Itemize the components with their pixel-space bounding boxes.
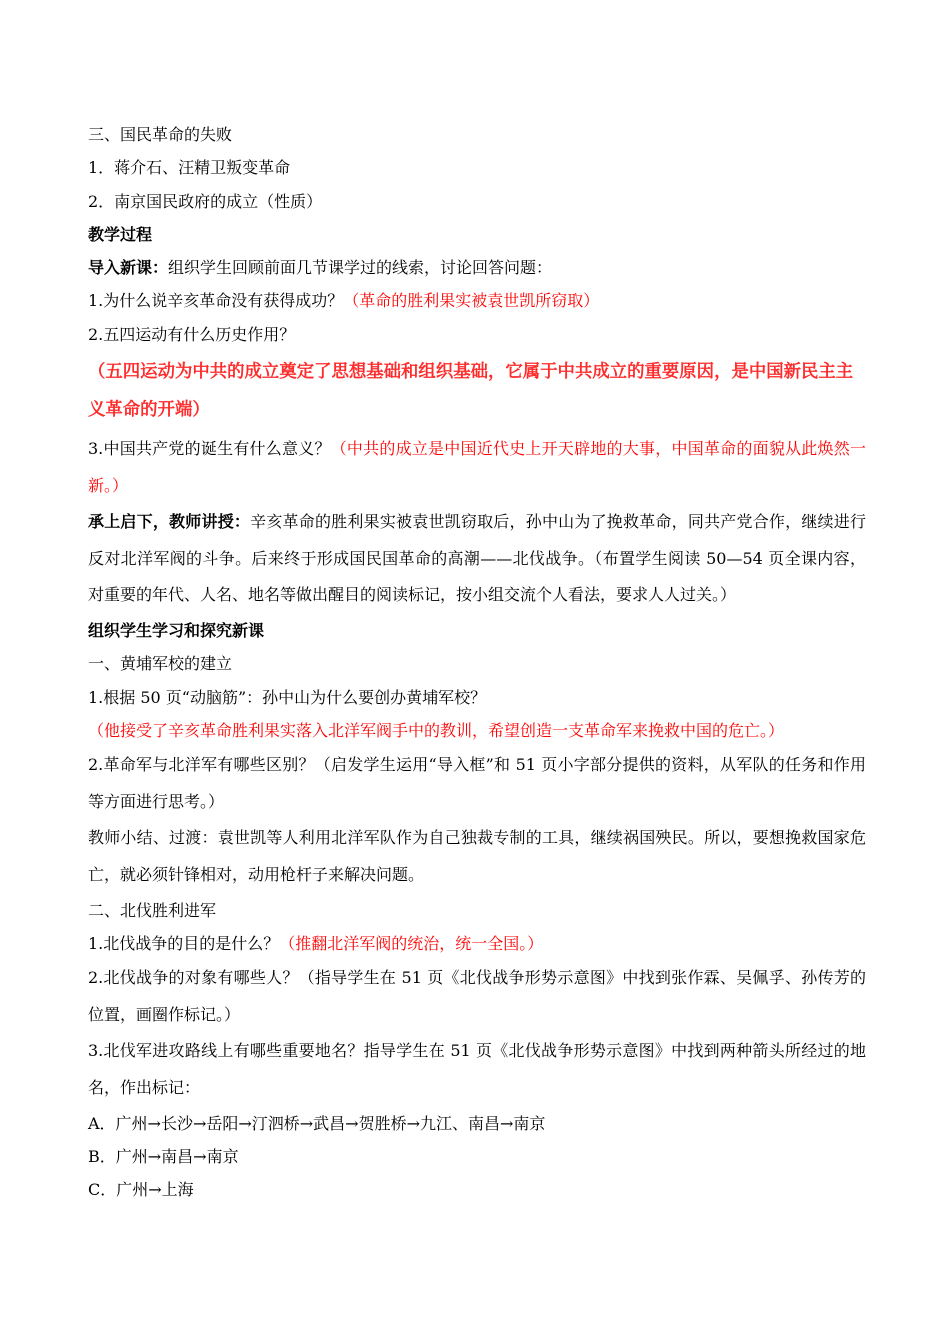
- part-2-answer-1: （推翻北洋军阀的统治，统一全国。）: [279, 933, 544, 953]
- transition-text: 辛亥革命的胜利果实被袁世凯窃取后，孙中山为了挽救革命，同共产党合作，继续进行反对北洋军阀的斗争。后来终于形成国民国革命的高潮——北伐战争。（布置学生阅读 50—54 页全课内容，对重要的年代、人名、地名等做出醒目的阅读标记，按小组交流个人看法，要求人人过关。）: [88, 512, 866, 605]
- part-1-question-1: 1.根据 50 页“动脑筋”：孙中山为什么要创办黄埔军校？: [88, 687, 487, 707]
- answer-1: （革命的胜利果实被袁世凯所窃取）: [343, 291, 600, 311]
- answer-3: （中共的成立是中国近代史上开天辟地的大事，中国革命的面貌从此焕然一新。）: [88, 439, 866, 495]
- part-2-question-2: 2.北伐战争的对象有哪些人？（指导学生在 51 页《北伐战争形势示意图》中找到张作霖、吴佩孚、孙传芳的位置，画圈作标记。）: [88, 968, 866, 1024]
- section-3-heading: 三、国民革命的失败: [88, 125, 233, 144]
- route-a: A．广州→长沙→岳阳→汀泗桥→武昌→贺胜桥→九江、南昌→南京: [88, 1113, 546, 1133]
- intro-text: 组织学生回顾前面几节课学过的线索，讨论回答问题：: [168, 258, 553, 278]
- intro-label: 导入新课：: [88, 258, 169, 278]
- section-3-item-2: 2．南京国民政府的成立（性质）: [88, 191, 323, 211]
- question-1: [88, 284, 866, 317]
- section-3-item-1: 1．蒋介石、汪精卫叛变革命: [88, 158, 291, 178]
- part-2-heading: 二、北伐胜利进军: [88, 900, 217, 920]
- transition-paragraph: [88, 504, 866, 614]
- route-c: C．广州→上海: [88, 1180, 194, 1200]
- answer-2: （五四运动为中共的成立奠定了思想基础和组织基础，它属于中共成立的重要原因，是中国新民主主义革命的开端）: [88, 362, 854, 421]
- teaching-process-heading: 教学过程: [88, 224, 153, 244]
- part-2-question-1-text: 1.北伐战争的目的是什么？: [88, 933, 280, 953]
- part-2-question-3: 3.北伐军进攻路线上有哪些重要地名？指导学生在 51 页《北伐战争形势示意图》中找到两种箭头所经过的地名，作出标记：: [88, 1041, 866, 1097]
- part-1-answer-1: （他接受了辛亥革命胜利果实落入北洋军阀手中的教训，希望创造一支革命军来挽救中国的危亡。）: [88, 720, 785, 740]
- new-lesson-heading: 组织学生学习和探究新课: [88, 621, 265, 641]
- question-1-text: 1.为什么说辛亥革命没有获得成功？: [88, 291, 344, 311]
- route-b: B．广州→南昌→南京: [88, 1146, 239, 1166]
- question-3: [88, 431, 866, 504]
- intro-paragraph: [88, 251, 866, 284]
- document-page: [88, 118, 866, 1206]
- question-3-text: 3.中国共产党的诞生有什么意义？: [88, 439, 331, 459]
- part-2-question-1: [88, 927, 866, 960]
- part-1-summary: 教师小结、过渡：袁世凯等人利用北洋军队作为自己独裁专制的工具，继续祸国殃民。所以，要想挽救国家危亡，就必须针锋相对，动用枪杆子来解决问题。: [88, 828, 866, 885]
- part-1-question-2: 2.革命军与北洋军有哪些区别？（启发学生运用“导入框”和 51 页小字部分提供的资料，从军队的任务和作用等方面进行思考。）: [88, 755, 866, 811]
- question-2: 2.五四运动有什么历史作用？: [88, 324, 296, 344]
- transition-label: 承上启下，教师讲授：: [88, 512, 251, 532]
- part-1-heading: 一、黄埔军校的建立: [88, 654, 233, 674]
